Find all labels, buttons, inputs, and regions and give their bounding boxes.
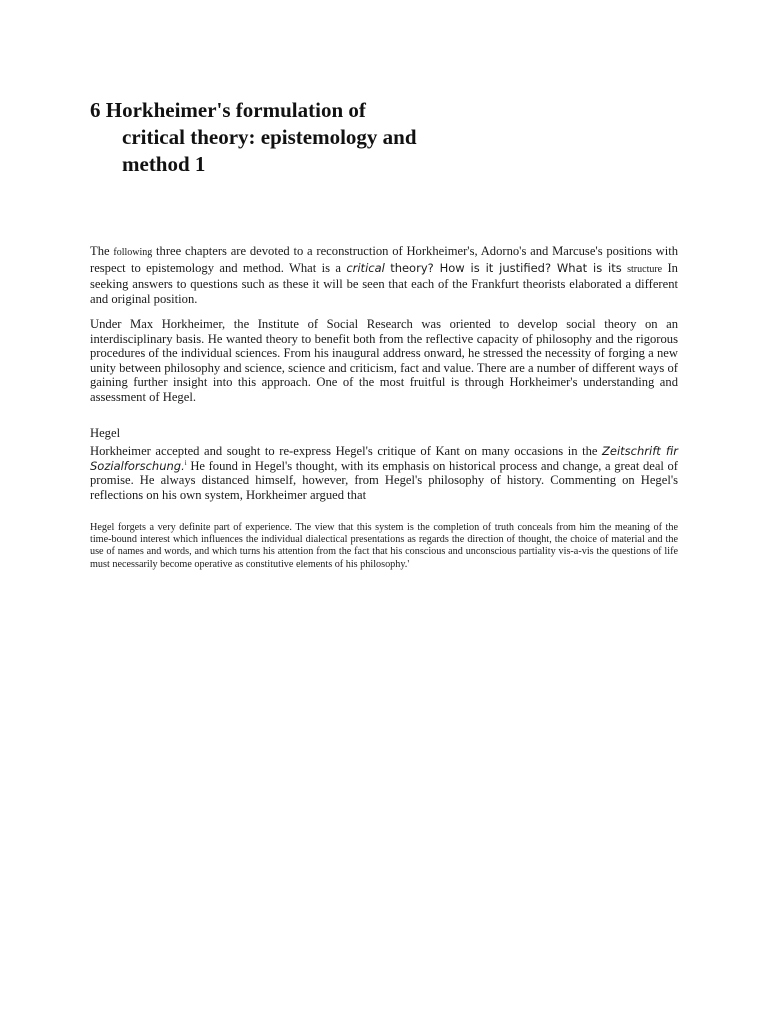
intro-text-6: structure — [627, 263, 663, 275]
hegel-text-2: He found in Hegel's thought, with its emphasis on historical process and change, a great deal of promise. He always distanced himself, however, from Hegel's philosophy of history. Commenting on Hegel's reflections on his own system, Horkheimer argued that — [90, 458, 678, 502]
hegel-paragraph — [90, 444, 678, 502]
hegel-text-1: Horkheimer accepted and sought to re-express Hegel's critique of Kant on many occasions in the — [90, 444, 598, 458]
horkheimer-paragraph: Under Max Horkheimer, the Institute of Social Research was oriented to develop social theory on an interdisciplinary basis. He wanted theory to benefit both from the reflective capacity of philosophy and the rigorous procedures of the individual sciences. From his inaugural address onward, he stressed the necessity of forging a new unity between philosophy and science, science and criticism, fact and value. There are a number of different ways of gaining further insight into this approach. One of the most fruitful is through Horkheimer's understanding and assessment of Hegel. — [90, 317, 678, 404]
intro-text-3: three chapters are devoted to a reconstruction of Horkheimer's, Adorno's and Marcuse's positions with respect to epistemology and method. What is a — [90, 244, 679, 275]
chapter-title-line-2: critical theory: epistemology and — [122, 125, 417, 149]
journal-title: Zeitschrift fir Sozialforschung. — [90, 444, 678, 473]
intro-paragraph — [90, 244, 678, 306]
intro-text-5: theory? How is it justified? What is its — [390, 260, 622, 275]
chapter-title-line-3: method 1 — [122, 152, 206, 176]
footnote-marker: i — [184, 458, 187, 467]
chapter-title — [90, 97, 530, 178]
intro-text-1: The — [90, 244, 110, 258]
block-quote: Hegel forgets a very definite part of experience. The view that this system is the completion of truth conceals from him the meaning of the time-bound interest which influences the individual dialectical presentations as regards the direction of thought, the choice of material and the use of names and words, and which turns his attention from the fact that his conscious and unconscious partiality vis-a-vis the questions of life must necessarily become operative as constitutive elements of his philosophy.' — [90, 522, 678, 570]
intro-text-2: following — [113, 247, 153, 258]
intro-emphasis-critical: critical — [346, 260, 385, 275]
chapter-title-line-1: 6 Horkheimer's formulation of — [90, 98, 366, 122]
section-heading-hegel: Hegel — [90, 426, 121, 440]
intro-text-7: In seeking answers to questions such as these it will be seen that each of the Frankfurt theorists elaborated a different and original position. — [90, 260, 678, 306]
